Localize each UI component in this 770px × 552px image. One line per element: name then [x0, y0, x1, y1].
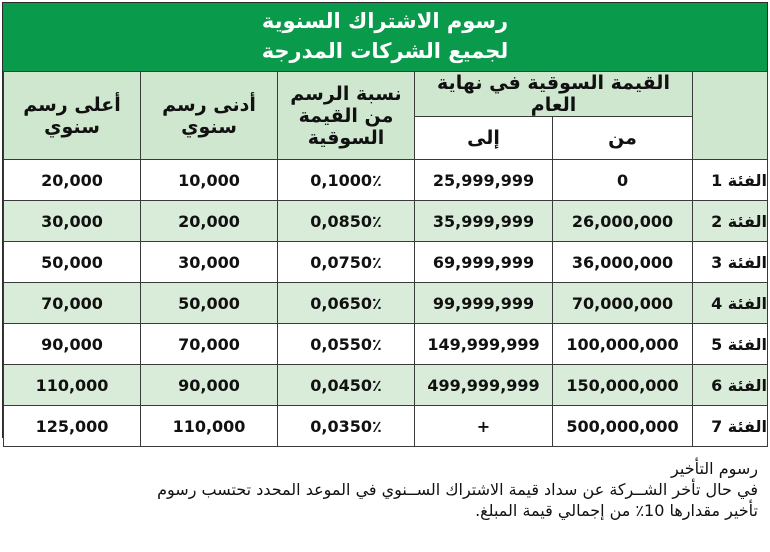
cell-max-fee: 50,000 [4, 242, 141, 283]
cell-category: الفئة 5 [693, 324, 768, 365]
table-row [4, 160, 768, 201]
cell-min-fee: 20,000 [141, 201, 278, 242]
cell-to: 499,999,999 [415, 365, 553, 406]
cell-from: 26,000,000 [553, 201, 693, 242]
cell-min-fee: 110,000 [141, 406, 278, 447]
table-row [4, 365, 768, 406]
cell-max-fee: 90,000 [4, 324, 141, 365]
cell-to: 69,999,999 [415, 242, 553, 283]
cell-from: 70,000,000 [553, 283, 693, 324]
header-to: إلى [415, 117, 553, 160]
cell-min-fee: 70,000 [141, 324, 278, 365]
cell-fee-ratio: 0,1000٪ [278, 160, 415, 201]
cell-fee-ratio: 0,0850٪ [278, 201, 415, 242]
cell-min-fee: 10,000 [141, 160, 278, 201]
note-body-line-1: في حال تأخر الشــركة عن سداد قيمة الاشتراك الســنوي في الموعد المحدد تحتسب رسوم [157, 480, 758, 499]
cell-category: الفئة 3 [693, 242, 768, 283]
table-title [3, 3, 767, 71]
cell-min-fee: 30,000 [141, 242, 278, 283]
late-fees-note [8, 458, 758, 521]
cell-from: 36,000,000 [553, 242, 693, 283]
cell-to: 35,999,999 [415, 201, 553, 242]
cell-fee-ratio: 0,0650٪ [278, 283, 415, 324]
cell-to: + [415, 406, 553, 447]
note-body-line-2: تأخير مقدارها 10٪ من إجمالي قيمة المبلغ. [475, 501, 758, 520]
cell-fee-ratio: 0,0550٪ [278, 324, 415, 365]
cell-to: 149,999,999 [415, 324, 553, 365]
cell-fee-ratio: 0,0450٪ [278, 365, 415, 406]
cell-max-fee: 110,000 [4, 365, 141, 406]
cell-from: 100,000,000 [553, 324, 693, 365]
table-row [4, 324, 768, 365]
table-row [4, 242, 768, 283]
cell-category: الفئة 2 [693, 201, 768, 242]
cell-max-fee: 70,000 [4, 283, 141, 324]
cell-category: الفئة 7 [693, 406, 768, 447]
cell-fee-ratio: 0,0350٪ [278, 406, 415, 447]
cell-max-fee: 125,000 [4, 406, 141, 447]
header-fee-ratio: نسبة الرسم من القيمة السوقية [278, 72, 415, 160]
cell-max-fee: 20,000 [4, 160, 141, 201]
table-row [4, 201, 768, 242]
header-min-fee: أدنى رسم سنوي [141, 72, 278, 160]
cell-category: الفئة 6 [693, 365, 768, 406]
cell-min-fee: 50,000 [141, 283, 278, 324]
cell-fee-ratio: 0,0750٪ [278, 242, 415, 283]
cell-category: الفئة 4 [693, 283, 768, 324]
table-row [4, 283, 768, 324]
header-market-value: القيمة السوقية في نهاية العام [415, 72, 693, 117]
cell-max-fee: 30,000 [4, 201, 141, 242]
cell-to: 99,999,999 [415, 283, 553, 324]
cell-from: 150,000,000 [553, 365, 693, 406]
header-max-fee: أعلى رسم سنوي [4, 72, 141, 160]
table-row [4, 406, 768, 447]
title-line-1: رسوم الاشتراك السنوية [261, 9, 509, 33]
cell-category: الفئة 1 [693, 160, 768, 201]
header-corner [693, 72, 768, 160]
fees-table-frame [2, 2, 768, 438]
cell-from: 500,000,000 [553, 406, 693, 447]
fees-table [3, 71, 768, 447]
note-heading: رسوم التأخير [671, 459, 758, 478]
title-line-2: لجميع الشركات المدرجة [261, 39, 509, 63]
header-from: من [553, 117, 693, 160]
cell-min-fee: 90,000 [141, 365, 278, 406]
cell-to: 25,999,999 [415, 160, 553, 201]
cell-from: 0 [553, 160, 693, 201]
